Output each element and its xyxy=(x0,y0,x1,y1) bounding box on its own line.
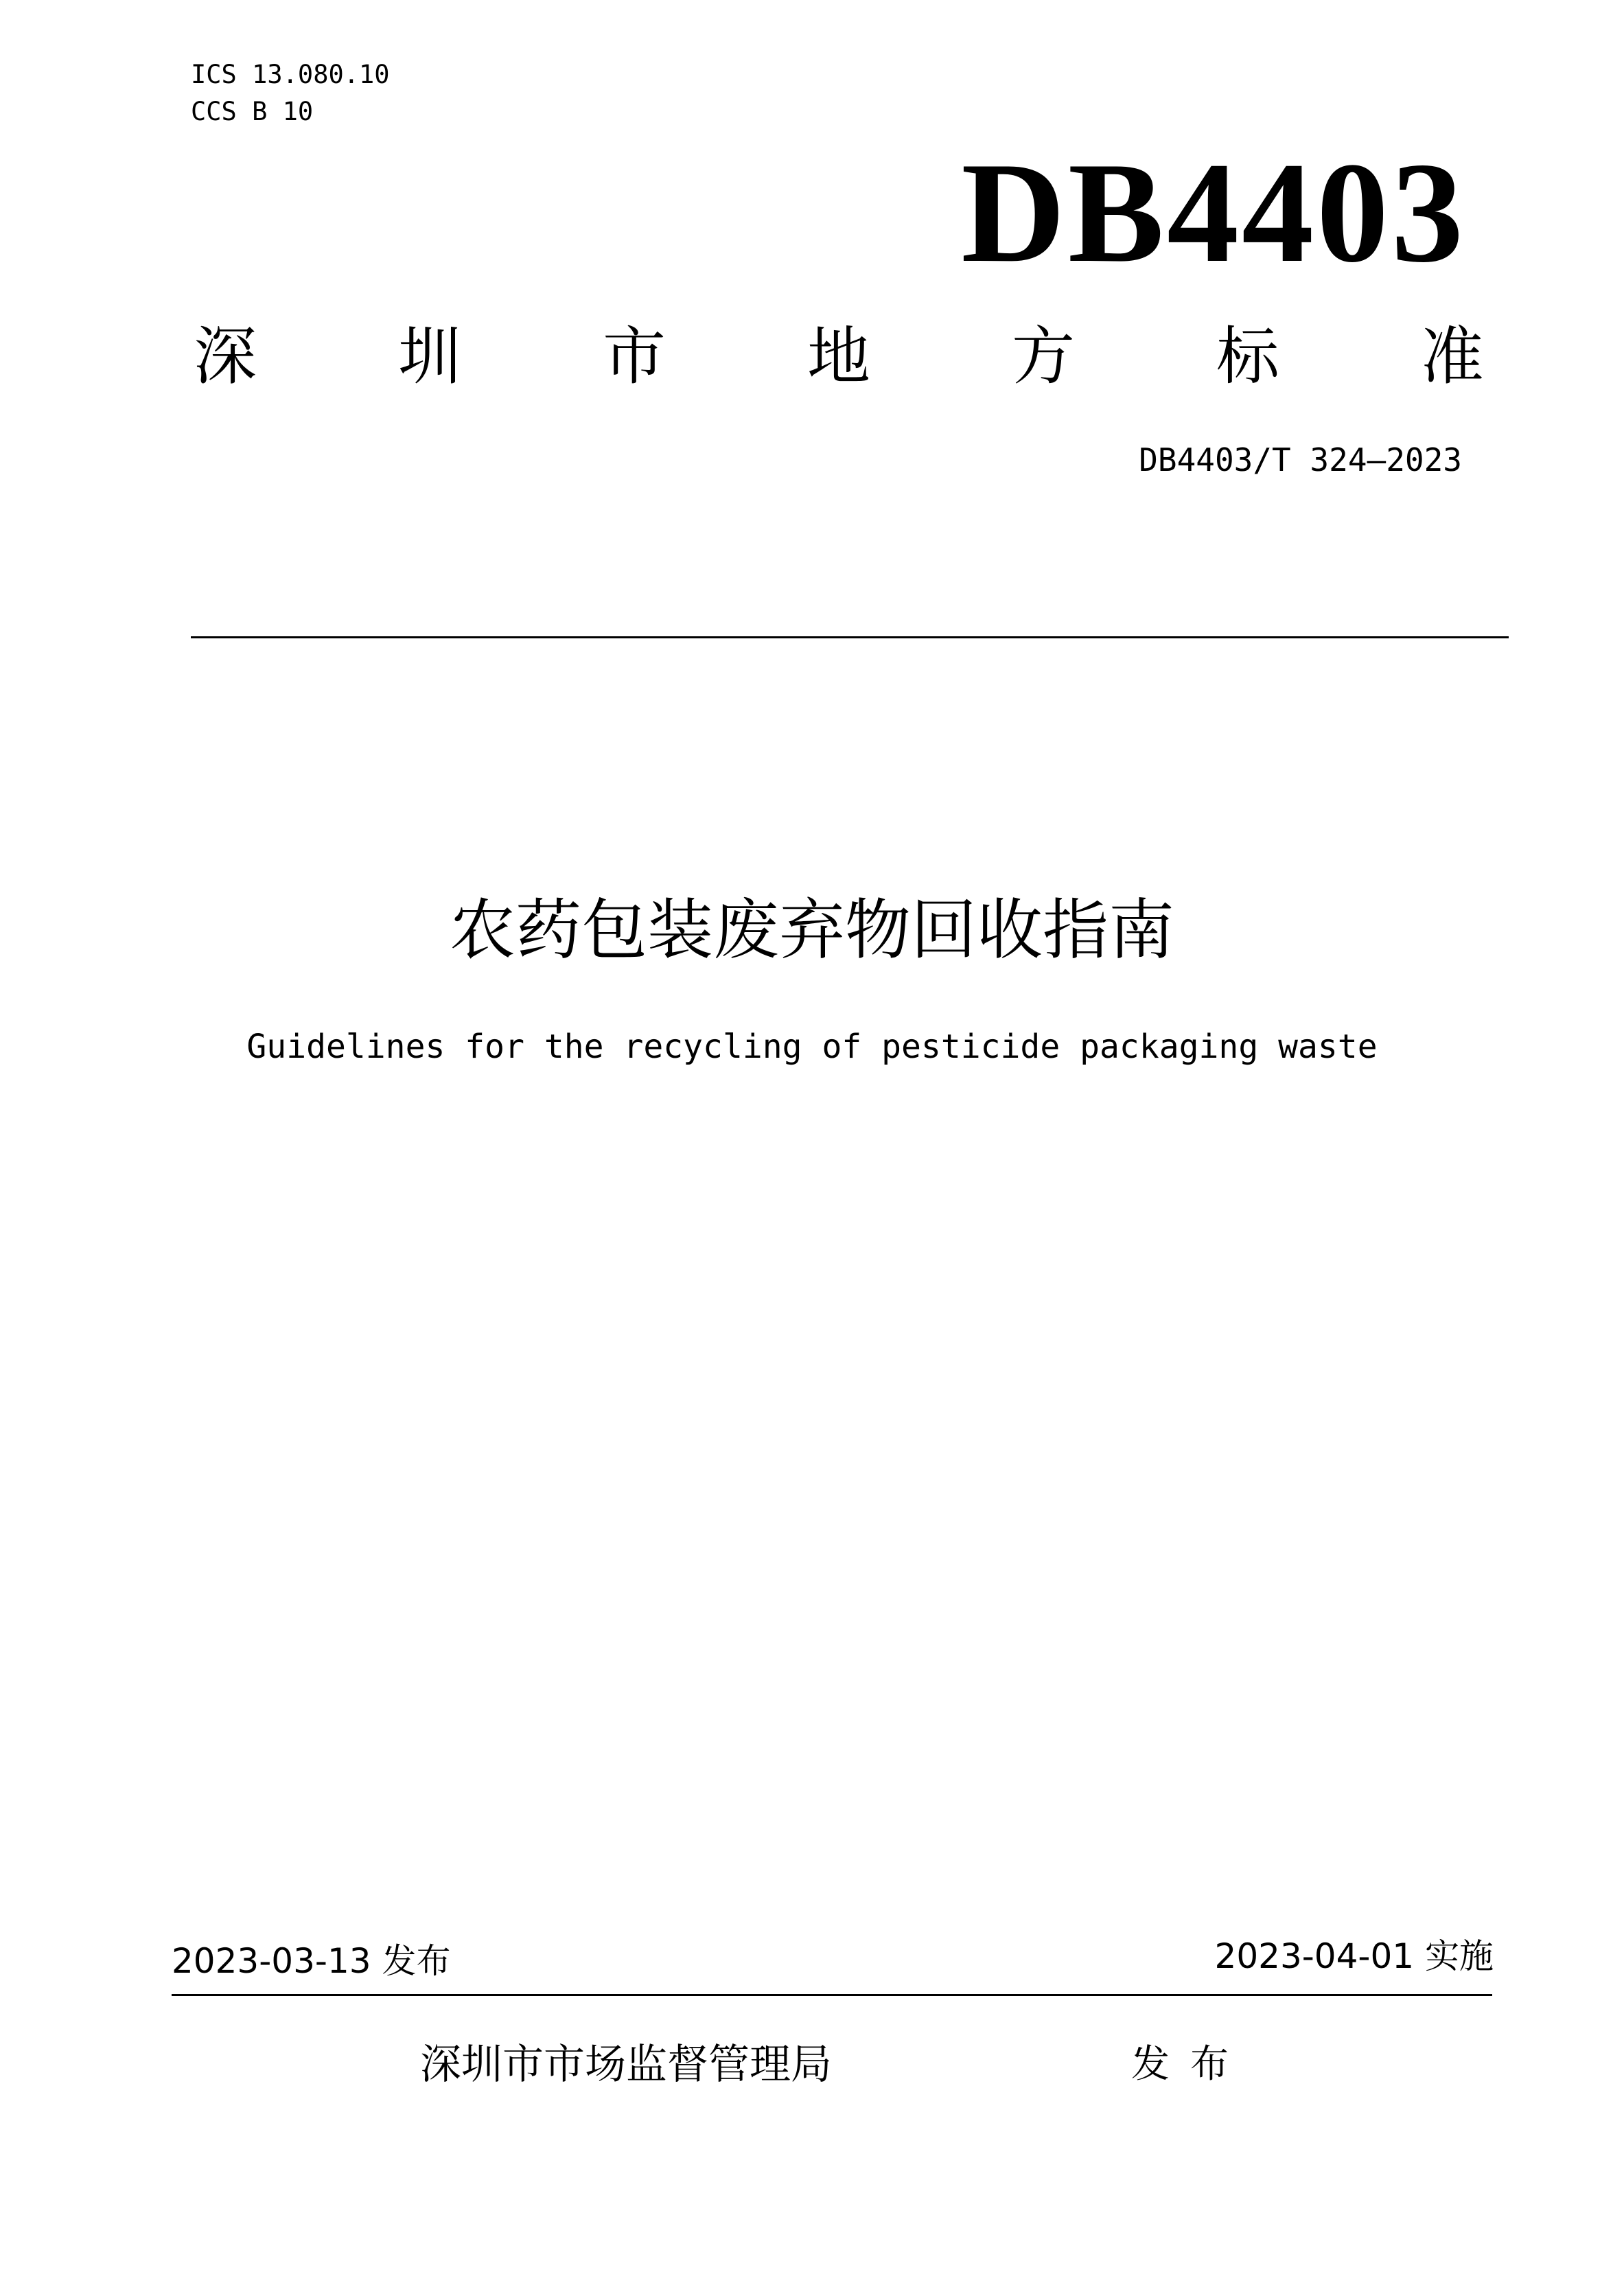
issue-label: 发布 xyxy=(1131,2042,1249,2087)
standard-type-char: 准 xyxy=(1420,320,1484,393)
document-title-english: Guidelines for the recycling of pesticide packaging waste xyxy=(246,1028,1378,1066)
ccs-code: CCS B 10 xyxy=(191,97,314,126)
standard-type-char: 深 xyxy=(194,320,257,393)
standard-type xyxy=(194,312,1484,402)
standard-mark: DB4403 xyxy=(961,133,1466,292)
standard-type-char: 地 xyxy=(807,320,870,393)
standard-number: DB4403/T 324—2023 xyxy=(1139,441,1462,478)
standard-type-char: 圳 xyxy=(397,320,461,393)
document-title-chinese: 农药包装废弃物回收指南 xyxy=(450,892,1174,969)
issuing-authority: 深圳市市场监督管理局 xyxy=(420,2041,832,2089)
standard-type-char: 标 xyxy=(1216,320,1279,393)
top-divider xyxy=(191,636,1509,638)
bottom-divider xyxy=(172,1994,1492,1996)
issue-date: 2023-03-13 发布 xyxy=(172,1941,451,1981)
standard-type-char: 市 xyxy=(602,320,666,393)
standard-type-char: 方 xyxy=(1011,320,1075,393)
ics-code: ICS 13.080.10 xyxy=(191,60,390,89)
implementation-date: 2023-04-01 实施 xyxy=(1214,1936,1494,1976)
